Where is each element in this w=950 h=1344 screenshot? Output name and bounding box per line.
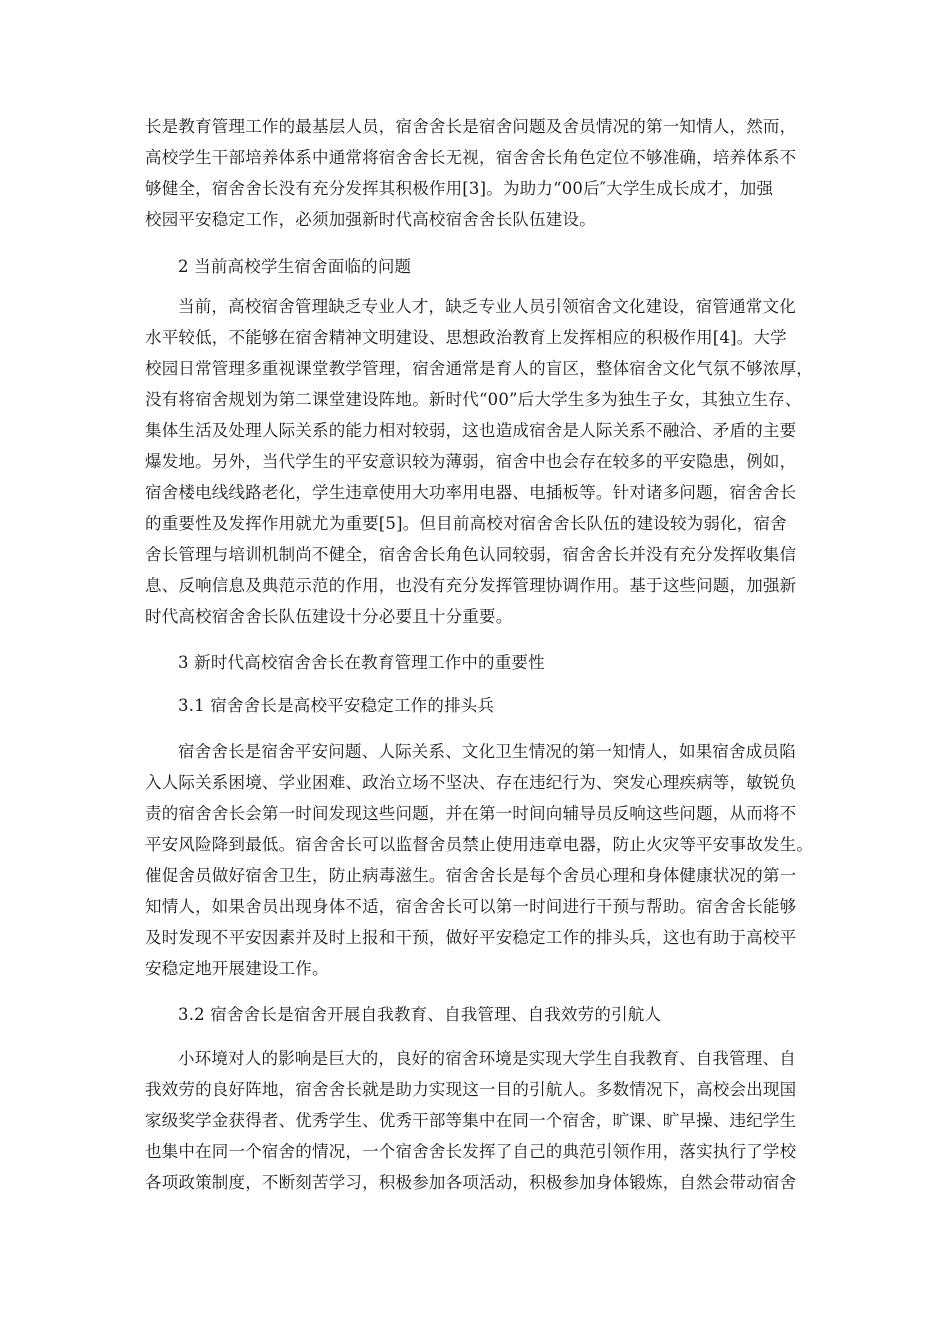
- p3-line-1: 宿舍舍长是宿舍平安问题、人际关系、文化卫生情况的第一知情人，如果宿舍成员陷: [178, 742, 796, 761]
- p3-line-7: 及时发现不平安因素并及时上报和干预，做好平安稳定工作的排头兵，这也有助于高校平: [145, 928, 797, 947]
- p4-line-2: 我效劳的良好阵地，宿舍舍长就是助力实现这一目的引航人。多数情况下，高校会出现国: [145, 1080, 797, 1099]
- p3-line-4: 平安风险降到最低。宿舍舍长可以监督舍员禁止使用违章电器，防止火灾等平安事故发生。: [145, 835, 813, 854]
- p3-line-5: 催促舍员做好宿舍卫生，防止病毒滋生。宿舍舍长是每个舍员心理和身体健康状况的第一: [145, 866, 797, 885]
- section-heading-3: 3 新时代高校宿舍舍长在教育管理工作中的重要性: [178, 653, 545, 672]
- section-heading-3-1: 3.1 宿舍舍长是高校平安稳定工作的排头兵: [178, 696, 495, 715]
- p3-line-2: 入人际关系困境、学业困难、政治立场不坚决、存在违纪行为、突发心理疾病等，敏锐负: [145, 773, 797, 792]
- p3-line-8: 安稳定地开展建设工作。: [145, 959, 329, 978]
- p4-line-3: 家级奖学金获得者、优秀学生、优秀干部等集中在同一个宿舍，旷课、旷早操、违纪学生: [145, 1111, 797, 1130]
- p2-line-5: 集体生活及处理人际关系的能力相对较弱，这也造成宿舍是人际关系不融洽、矛盾的主要: [145, 421, 797, 440]
- p3-line-6: 知情人，如果舍员出现身体不适，宿舍舍长可以第一时间进行干预与帮助。宿舍舍长能够: [145, 897, 797, 916]
- p1-line-1: 长是教育管理工作的最基层人员，宿舍舍长是宿舍问题及舍员情况的第一知情人，然而，: [145, 117, 797, 136]
- p2-line-2: 水平较低，不能够在宿舍精神文明建设、思想政治教育上发挥相应的积极作用[4]。大学: [145, 328, 787, 347]
- p2-line-11: 时代高校宿舍舍长队伍建设十分必要且十分重要。: [145, 607, 513, 626]
- p2-line-9: 舍长管理与培训机制尚不健全，宿舍舍长角色认同较弱，宿舍舍长并没有充分发挥收集信: [145, 545, 797, 564]
- p3-line-3: 责的宿舍舍长会第一时间发现这些问题，并在第一时间向辅导员反响这些问题，从而将不: [145, 804, 797, 823]
- p2-line-7: 宿舍楼电线线路老化，学生违章使用大功率用电器、电插板等。针对诸多问题，宿舍舍长: [145, 483, 797, 502]
- section-heading-3-2: 3.2 宿舍舍长是宿舍开展自我教育、自我管理、自我效劳的引航人: [178, 1005, 662, 1024]
- p2-line-1: 当前，高校宿舍管理缺乏专业人才，缺乏专业人员引领宿舍文化建设，宿管通常文化: [178, 297, 796, 316]
- p2-line-4: 没有将宿舍规划为第二课堂建设阵地。新时代“00”后大学生多为独生子女，其独立生存、: [145, 390, 802, 409]
- section-heading-2: 2 当前高校学生宿舍面临的问题: [178, 257, 412, 276]
- p2-line-8: 的重要性及发挥作用就尤为重要[5]。但目前高校对宿舍舍长队伍的建设较为弱化，宿舍: [145, 514, 787, 533]
- p2-line-6: 爆发地。另外，当代学生的平安意识较为薄弱，宿舍中也会存在较多的平安隐患，例如，: [145, 452, 797, 471]
- p2-line-3: 校园日常管理多重视课堂教学管理，宿舍通常是育人的盲区，整体宿舍文化气氛不够浓厚，: [145, 359, 813, 378]
- p1-line-3: 够健全，宿舍舍长没有充分发挥其积极作用[3]。为助力“00后″大学生成长成才，加强: [145, 179, 774, 198]
- p4-line-4: 也集中在同一个宿舍的情况，一个宿舍舍长发挥了自己的典范引领作用，落实执行了学校: [145, 1142, 797, 1161]
- p4-line-5: 各项政策制度，不断刻苦学习，积极参加各项活动，积极参加身体锻炼，自然会带动宿舍: [145, 1173, 797, 1192]
- p1-line-2: 高校学生干部培养体系中通常将宿舍舍长无视，宿舍舍长角色定位不够准确，培养体系不: [145, 148, 797, 167]
- p4-line-1: 小环境对人的影响是巨大的，良好的宿舍环境是实现大学生自我教育、自我管理、自: [178, 1049, 796, 1068]
- p1-line-4: 校园平安稳定工作，必须加强新时代高校宿舍舍长队伍建设。: [145, 210, 596, 229]
- p2-line-10: 息、反响信息及典范示范的作用，也没有充分发挥管理协调作用。基于这些问题，加强新: [145, 576, 797, 595]
